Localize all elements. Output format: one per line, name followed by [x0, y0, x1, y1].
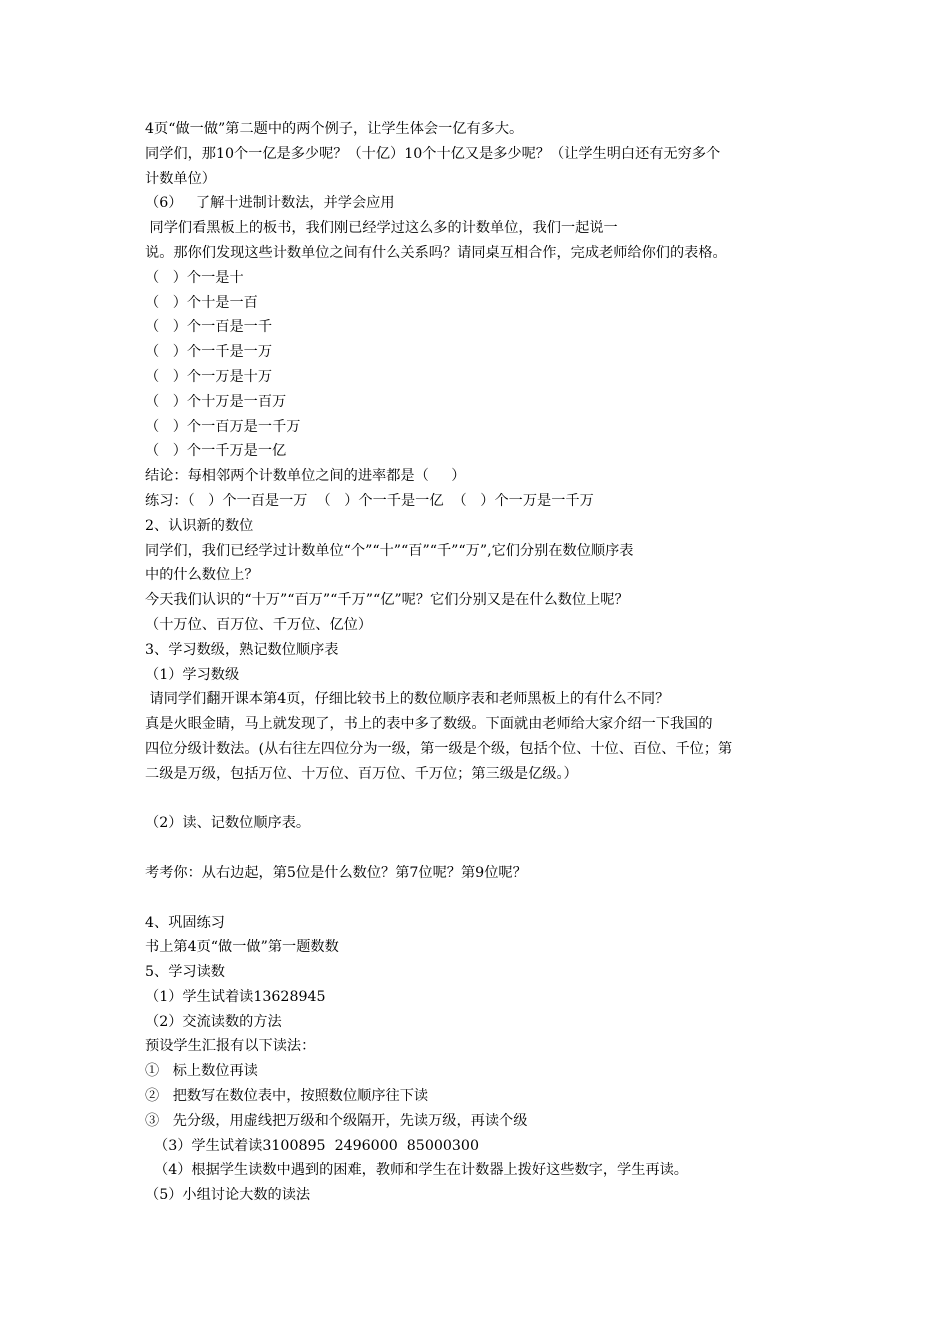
subsection-heading: （1）学生试着读13628945: [145, 988, 326, 1005]
table-item: （ ）个一百万是一千万: [145, 418, 301, 435]
table-item: （ ）个一万是十万: [145, 368, 273, 385]
text-line: 同学们，我们已经学过计数单位“个”“十”“百”“千”“万”,它们分别在数位顺序表: [145, 542, 634, 559]
section-heading: 4、巩固练习: [145, 914, 225, 931]
blank-line: [145, 787, 825, 812]
text-line: 考考你：从右边起，第5位是什么数位？第7位呢？第9位呢？: [145, 864, 527, 881]
text-line: 今天我们认识的“十万”“百万”“千万”“亿”呢？它们分别又是在什么数位上呢？: [145, 592, 629, 609]
section-heading: 5、学习读数: [145, 964, 225, 981]
table-item: （ ）个一千是一万: [145, 344, 273, 361]
text-line: 4页“做一做”第二题中的两个例子，让学生体会一亿有多大。: [145, 121, 524, 137]
text-line: 中的什么数位上？: [145, 567, 259, 584]
section-heading: （6） 了解十进制计数法，并学会应用: [145, 195, 395, 212]
text-line: 计数单位）: [145, 170, 216, 187]
subsection-heading: （4）根据学生读数中遇到的困难，教师和学生在计数器上拨好这些数字，学生再读。: [145, 1162, 688, 1179]
subsection-heading: （2）读、记数位顺序表。: [145, 815, 311, 832]
blank-line: [145, 886, 825, 911]
text-line: 二级是万级，包括万位、十万位、百万位、千万位；第三级是亿级。）: [145, 765, 578, 782]
table-item: （ ）个十万是一百万: [145, 393, 287, 410]
section-heading: 3、学习数级，熟记数位顺序表: [145, 641, 339, 658]
text-line: 书上第4页“做一做”第一题数数: [145, 939, 339, 956]
text-line: 预设学生汇报有以下读法：: [145, 1038, 316, 1055]
section-heading: 2、认识新的数位: [145, 517, 254, 534]
subsection-heading: （3）学生试着读3100895 2496000 85000300: [145, 1137, 479, 1154]
subsection-heading: （2）交流读数的方法: [145, 1013, 282, 1030]
document-page: [145, 117, 825, 1208]
subsection-heading: （5）小组讨论大数的读法: [145, 1187, 311, 1204]
text-line: 同学们，那10个一亿是多少呢？（十亿）10个十亿又是多少呢？（让学生明白还有无穷多个: [145, 145, 721, 162]
text-line: 同学们看黑板上的板书，我们刚已经学过这么多的计数单位，我们一起说一: [145, 220, 618, 237]
blank-line: [145, 836, 825, 861]
practice-line: 练习：（ ）个一百是一万 （ ）个一千是一亿 （ ）个一万是一千万: [145, 492, 594, 509]
list-item: ① 标上数位再读: [145, 1063, 258, 1080]
table-item: （ ）个一百是一千: [145, 319, 273, 336]
text-line: 真是火眼金睛，马上就发现了，书上的表中多了数级。下面就由老师给大家介绍一下我国的: [145, 716, 713, 733]
table-item: （ ）个一是十: [145, 269, 244, 286]
text-line: 说。那你们发现这些计数单位之间有什么关系吗？请同桌互相合作，完成老师给你们的表格。: [145, 244, 727, 261]
list-item: ② 把数写在数位表中，按照数位顺序往下读: [145, 1088, 429, 1105]
table-item: （ ）个十是一百: [145, 294, 258, 311]
text-line: 请同学们翻开课本第4页，仔细比较书上的数位顺序表和老师黑板上的有什么不同？: [145, 691, 670, 708]
subsection-heading: （1）学习数级: [145, 666, 240, 683]
table-item: （ ）个一千万是一亿: [145, 443, 287, 460]
text-line: （十万位、百万位、千万位、亿位）: [145, 616, 373, 633]
conclusion-line: 结论：每相邻两个计数单位之间的进率都是（ ）: [145, 468, 466, 485]
text-line: 四位分级计数法。(从右往左四位分为一级，第一级是个级，包括个位、十位、百位、千位；第: [145, 740, 733, 757]
list-item: ③ 先分级，用虚线把万级和个级隔开，先读万级，再读个级: [145, 1112, 528, 1129]
